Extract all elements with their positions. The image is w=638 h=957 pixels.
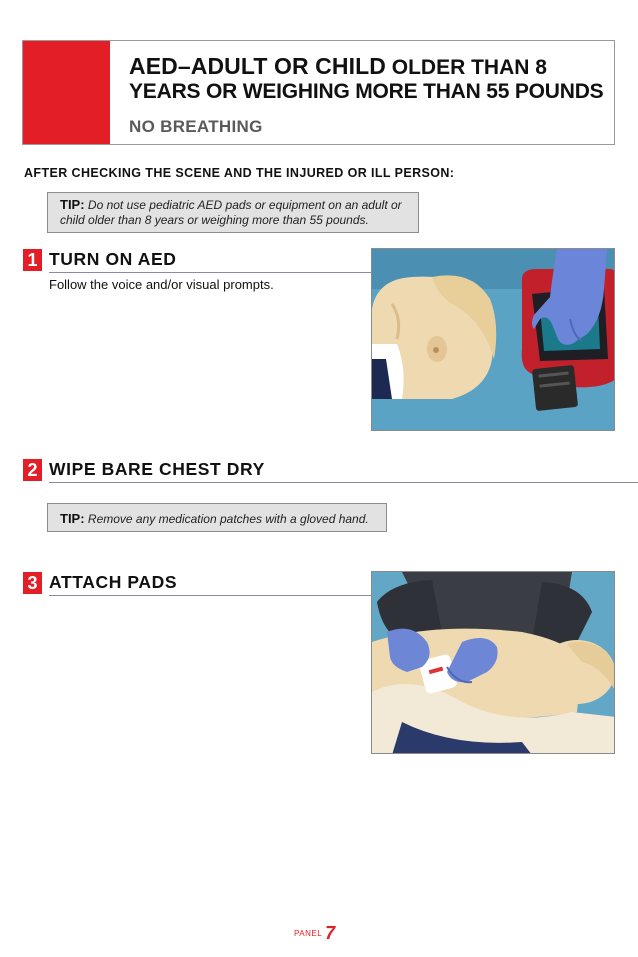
tip-label: TIP:	[60, 511, 85, 526]
step-rule	[49, 482, 638, 483]
page-title	[129, 55, 613, 102]
title-main: AED–ADULT OR CHILD	[129, 53, 386, 79]
photo-turn-on-aed-illustration	[372, 249, 615, 431]
step-number: 2	[23, 459, 42, 481]
panel-footer	[294, 920, 336, 941]
title-continuation: OLDER THAN 8	[385, 56, 547, 79]
tip-text: Remove any medication patches with a gloved hand.	[87, 512, 369, 526]
step-heading: ATTACH PADS	[49, 572, 178, 592]
step-heading: TURN ON AED	[49, 249, 177, 269]
photo-turn-on-aed	[371, 248, 615, 431]
page-header	[22, 40, 615, 145]
title-line-2: YEARS OR WEIGHING MORE THAN 55 POUNDS	[129, 80, 604, 103]
tip-box-pediatric	[47, 192, 419, 233]
step-rule	[49, 595, 381, 596]
tip-label: TIP:	[60, 197, 85, 212]
step-number: 3	[23, 572, 42, 594]
panel-label: PANEL	[294, 929, 323, 938]
photo-attach-pads	[371, 571, 615, 754]
page-subtitle: NO BREATHING	[129, 117, 263, 136]
photo-attach-pads-illustration	[372, 572, 615, 754]
step-heading: WIPE BARE CHEST DRY	[49, 459, 265, 479]
header-red-block	[23, 41, 110, 144]
tip-text: Do not use pediatric AED pads or equipment on an adult or child older than 8 years or weighing more than 55 pounds.	[60, 198, 402, 228]
tip-box-medication	[47, 503, 387, 532]
intro-heading: AFTER CHECKING THE SCENE AND THE INJURED OR ILL PERSON:	[24, 166, 455, 180]
step-number: 1	[23, 249, 42, 271]
step-1-body: Follow the voice and/or visual prompts.	[49, 277, 274, 292]
panel-number: 7	[325, 923, 336, 943]
step-rule	[49, 272, 381, 273]
